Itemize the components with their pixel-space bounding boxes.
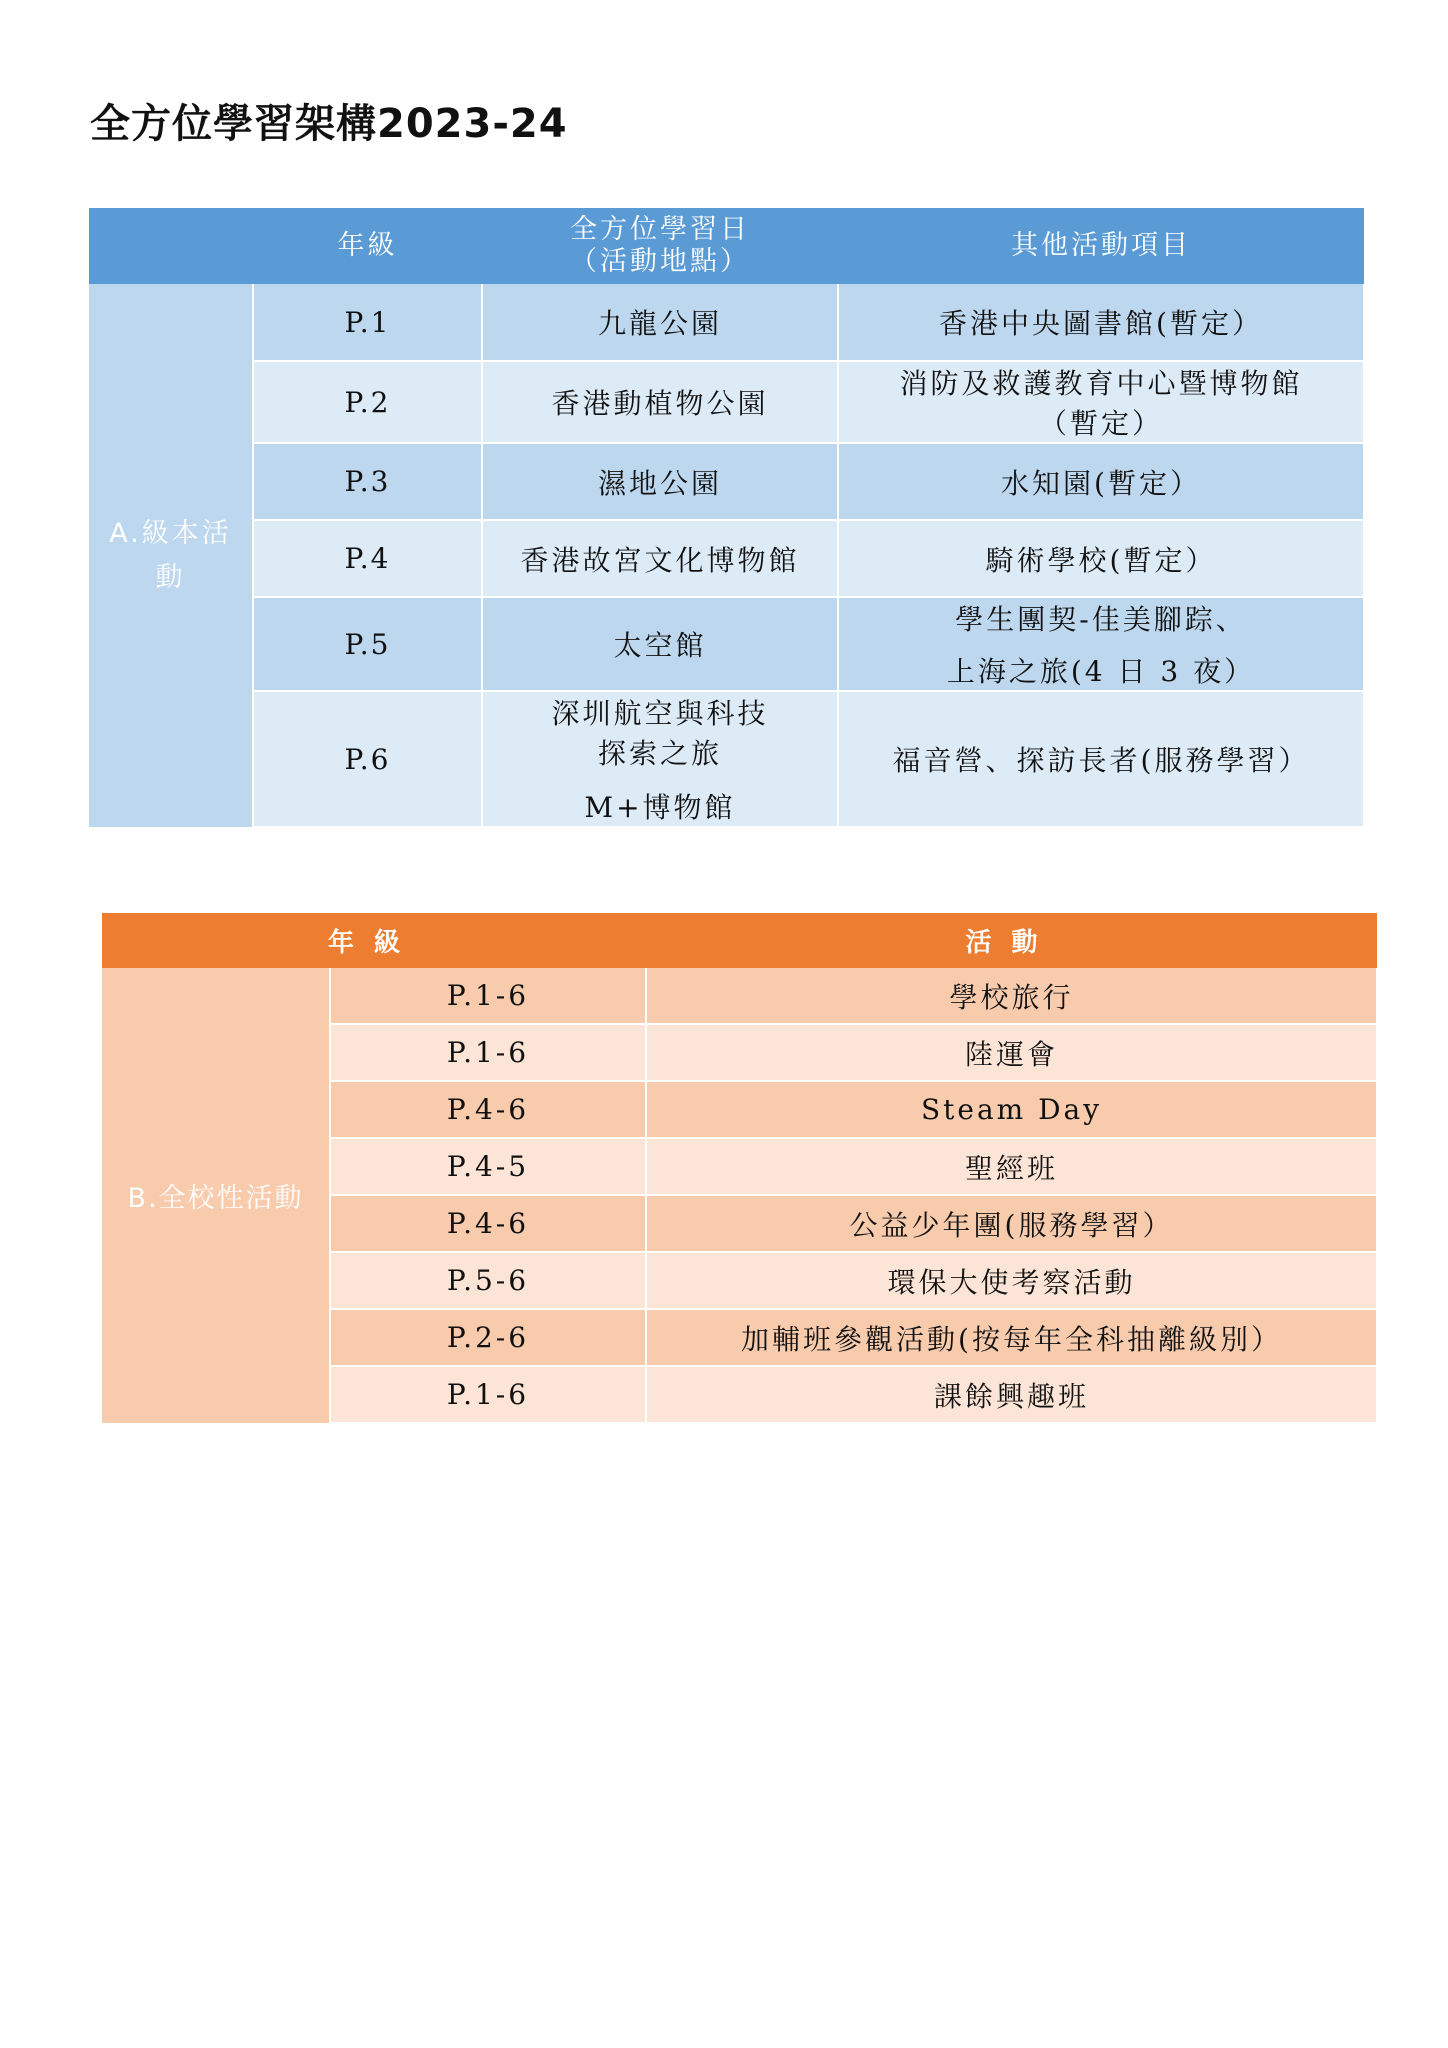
activity-cell: 環保大使考察活動 (646, 1252, 1377, 1309)
venue-line: 深圳航空與科技 (551, 697, 769, 730)
table-row (89, 597, 1364, 691)
activity-cell: 學校旅行 (646, 968, 1377, 1024)
table-a-body (89, 284, 1364, 827)
other-activity-cell (838, 520, 1364, 597)
grade-cell: P.1 (253, 284, 482, 361)
school-wide-activities-table (102, 913, 1378, 1424)
venue-line: 太空館 (613, 629, 707, 662)
venue-line: 九龍公園 (597, 307, 722, 340)
section-label: B.全校性活動 (102, 968, 330, 1423)
table-b-body (102, 968, 1377, 1423)
grade-cell: P.1-6 (330, 1366, 646, 1423)
header-learning-day (482, 208, 838, 284)
grade-cell: P.4 (253, 520, 482, 597)
header-learning-day-line2: （活動地點） (570, 246, 750, 277)
grade-cell: P.2 (253, 361, 482, 443)
other-activity-cell (838, 691, 1364, 827)
activity-cell: 聖經班 (646, 1138, 1377, 1195)
other-activity-cell (838, 284, 1364, 361)
header-activity: 活動 (646, 913, 1377, 968)
header-grade: 年級 (253, 208, 482, 284)
other-activity-cell (838, 443, 1364, 520)
table-a-header-row (89, 208, 1364, 284)
grade-cell: P.4-6 (330, 1195, 646, 1252)
activity-cell: 陸運會 (646, 1024, 1377, 1081)
other-activity-line: 水知園(暫定） (1001, 466, 1201, 500)
grade-cell: P.3 (253, 443, 482, 520)
venue-cell (482, 520, 838, 597)
other-activity-cell (838, 597, 1364, 691)
table-row (89, 443, 1364, 520)
activity-cell: Steam Day (646, 1081, 1377, 1138)
table-row (89, 361, 1364, 443)
grade-cell: P.2-6 (330, 1309, 646, 1366)
grade-cell: P.4-6 (330, 1081, 646, 1138)
venue-line: M+博物館 (584, 791, 736, 824)
venue-cell (482, 361, 838, 443)
table-row (89, 520, 1364, 597)
venue-cell (482, 284, 838, 361)
activity-cell: 加輔班參觀活動(按每年全科抽離級別） (646, 1309, 1377, 1366)
venue-line: 香港動植物公園 (551, 387, 769, 420)
other-activity-cell (838, 361, 1364, 443)
table-row (102, 968, 1377, 1024)
grade-cell: P.5 (253, 597, 482, 691)
other-activity-line: 福音營、探訪長者(服務學習） (892, 744, 1310, 777)
grade-cell: P.1-6 (330, 1024, 646, 1081)
table-row (89, 691, 1364, 827)
page-title: 全方位學習架構2023-24 (90, 101, 568, 147)
activity-cell: 課餘興趣班 (646, 1366, 1377, 1423)
other-activity-line: 上海之旅(4 日 3 夜） (946, 655, 1256, 688)
venue-cell (482, 597, 838, 691)
table-b-header-row (102, 913, 1377, 968)
other-activity-line: 消防及救護教育中心暨博物館 (899, 367, 1303, 400)
other-activity-line: （暫定） (1038, 407, 1163, 440)
venue-line: 香港故宮文化博物館 (520, 543, 800, 577)
other-activity-line: 學生團契-佳美腳踪、 (955, 603, 1247, 636)
venue-line: 濕地公園 (597, 466, 722, 500)
other-activity-line: 騎術學校(暫定） (985, 543, 1217, 577)
venue-cell (482, 443, 838, 520)
venue-line: 探索之旅 (597, 737, 722, 770)
header-other-activities: 其他活動項目 (838, 208, 1364, 284)
table-row (89, 284, 1364, 361)
header-grade: 年級 (102, 913, 646, 968)
grade-level-activities-table (89, 208, 1365, 828)
header-learning-day-line1: 全方位學習日 (570, 213, 750, 245)
grade-cell: P.6 (253, 691, 482, 827)
venue-cell (482, 691, 838, 827)
activity-cell: 公益少年團(服務學習） (646, 1195, 1377, 1252)
grade-cell: P.1-6 (330, 968, 646, 1024)
section-label: A.級本活動 (89, 284, 253, 827)
grade-cell: P.5-6 (330, 1252, 646, 1309)
header-blank (89, 208, 253, 284)
other-activity-line: 香港中央圖書館(暫定） (939, 307, 1263, 340)
grade-cell: P.4-5 (330, 1138, 646, 1195)
